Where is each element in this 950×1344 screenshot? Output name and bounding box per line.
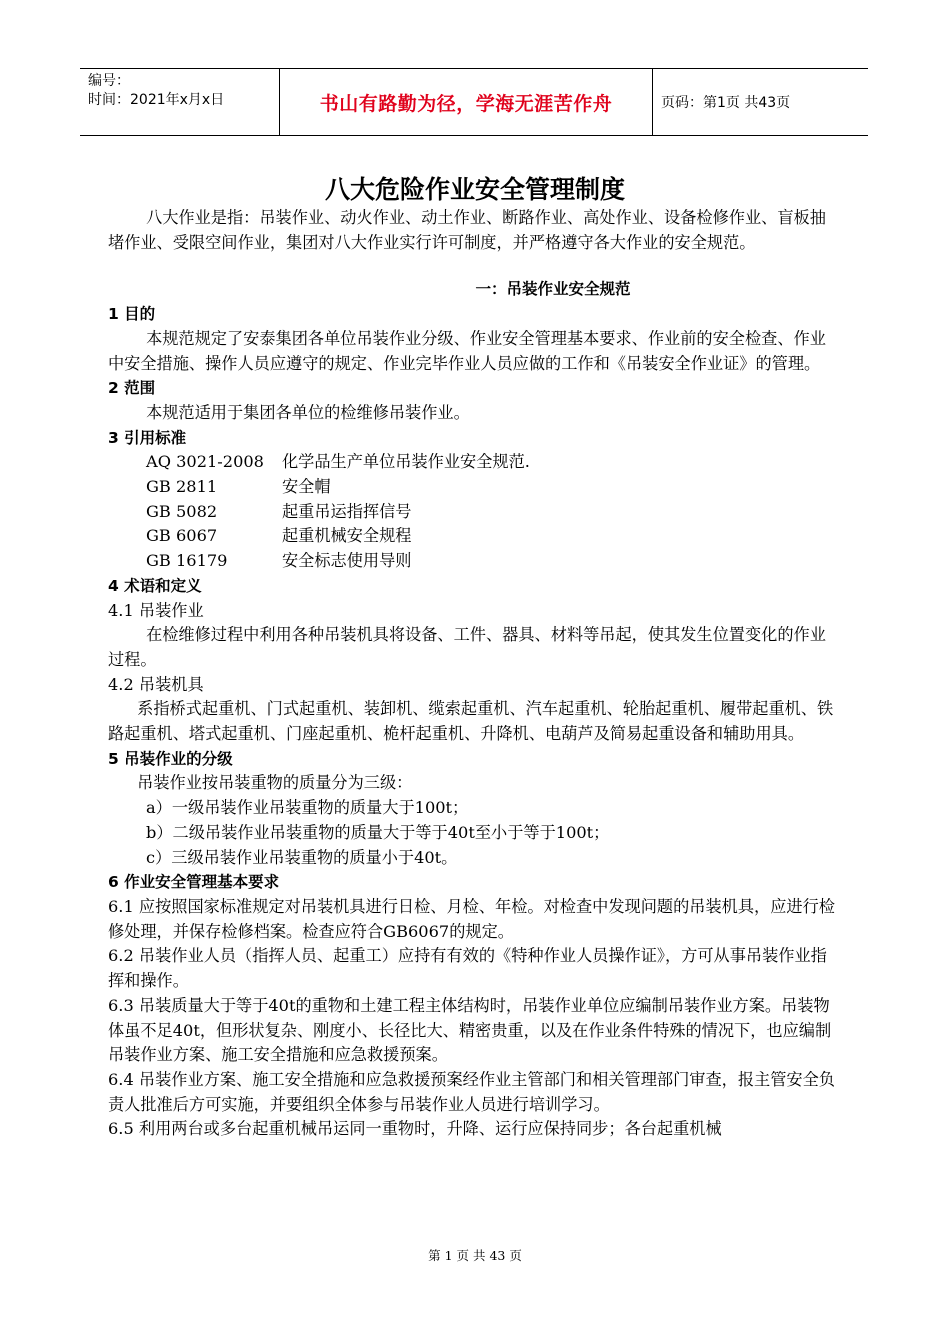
date-label: 时间：2021年x月x日 (88, 92, 225, 108)
classification-item: a）一级吊装作业吊装重物的质量大于100t； (146, 798, 469, 818)
term-lifting-equipment-text: 系指桥式起重机、门式起重机、装卸机、缆索起重机、汽车起重机、轮胎起重机、履带起重机、铁路起重机、塔式起重机、门座起重机、桅杆起重机、升降机、电葫芦及简易起重设备和辅助用具。 (108, 699, 834, 744)
header-left-cell (80, 69, 280, 135)
heading-requirements: 6 作业安全管理基本要求 (108, 873, 280, 892)
reference-row: GB 16179 安全标志使用导则 (146, 551, 412, 571)
page-footer: 第 1 页 共 43 页 (428, 1248, 522, 1263)
requirement-item: 6.5 利用两台或多台起重机械吊运同一重物时，升降、运行应保持同步；各台起重机械 (108, 1119, 722, 1139)
header-table (80, 68, 868, 136)
reference-row: GB 5082 起重吊运指挥信号 (146, 501, 412, 521)
number-label: 编号： (88, 73, 130, 89)
term-lifting-equipment: 4.2 吊装机具 (108, 674, 204, 694)
document-body (108, 206, 838, 1142)
heading-scope: 2 范围 (108, 379, 156, 398)
heading-purpose: 1 目的 (108, 305, 156, 324)
term-lifting-operation-text: 在检维修过程中利用各种吊装机具将设备、工件、器具、材料等吊起，使其发生位置变化的作业过程。 (108, 625, 826, 669)
heading-references: 3 引用标准 (108, 428, 187, 447)
reference-row: GB 2811 安全帽 (146, 477, 331, 497)
reference-row: AQ 3021-2008 化学品生产单位吊装作业安全规范. (146, 452, 530, 472)
requirement-item: 6.3 吊装质量大于等于40t的重物和土建工程主体结构时，吊装作业单位应编制吊装作业方案。吊装物体虽不足40t，但形状复杂、刚度小、长径比大、精密贵重，以及在作业条件特殊的情况下，也应编制吊装作业方案、施工安全措施和应急救援预案。 (108, 995, 832, 1065)
purpose-text: 本规范规定了安泰集团各单位吊装作业分级、作业安全管理基本要求、作业前的安全检查、作业中安全措施、操作人员应遵守的规定、作业完毕作业人员应做的工作和《吊装安全作业证》的管理。 (108, 328, 826, 373)
heading-terms: 4 术语和定义 (108, 576, 202, 595)
heading-classification: 5 吊装作业的分级 (108, 749, 233, 768)
classification-item: c）三级吊装作业吊装重物的质量小于40t。 (146, 847, 458, 867)
reference-row: GB 6067 起重机械安全规程 (146, 526, 412, 546)
term-lifting-operation: 4.1 吊装作业 (108, 600, 204, 620)
page-info: 页码：第1页 共43页 (661, 95, 791, 111)
requirement-item: 6.4 吊装作业方案、施工安全措施和应急救援预案经作业主管部门和相关管理部门审查，报主管安全负责人批准后方可实施，并要组织全体参与吊装作业人员进行培训学习。 (108, 1069, 835, 1114)
section-title: 一：吊装作业安全规范 (475, 280, 631, 299)
document-title: 八大危险作业安全管理制度 (324, 175, 625, 204)
intro-paragraph: 八大作业是指：吊装作业、动火作业、动土作业、断路作业、高处作业、设备检修作业、盲板抽堵作业、受限空间作业，集团对八大作业实行许可制度，并严格遵守各大作业的安全规范。 (108, 208, 826, 252)
classification-item: b）二级吊装作业吊装重物的质量大于等于40t至小于等于100t； (146, 822, 610, 842)
motto: 书山有路勤为径，学海无涯苦作舟 (280, 69, 653, 135)
requirement-item: 6.1 应按照国家标准规定对吊装机具进行日检、月检、年检。对检查中发现问题的吊装机具，应进行检修处理，并保存检修档案。检查应符合GB6067的规定。 (108, 896, 835, 941)
requirement-item: 6.2 吊装作业人员（指挥人员、起重工）应持有有效的《特种作业人员操作证》，方可从事吊装作业指挥和操作。 (108, 946, 827, 991)
classification-intro: 吊装作业按吊装重物的质量分为三级： (137, 773, 413, 793)
scope-text: 本规范适用于集团各单位的检维修吊装作业。 (146, 402, 470, 422)
